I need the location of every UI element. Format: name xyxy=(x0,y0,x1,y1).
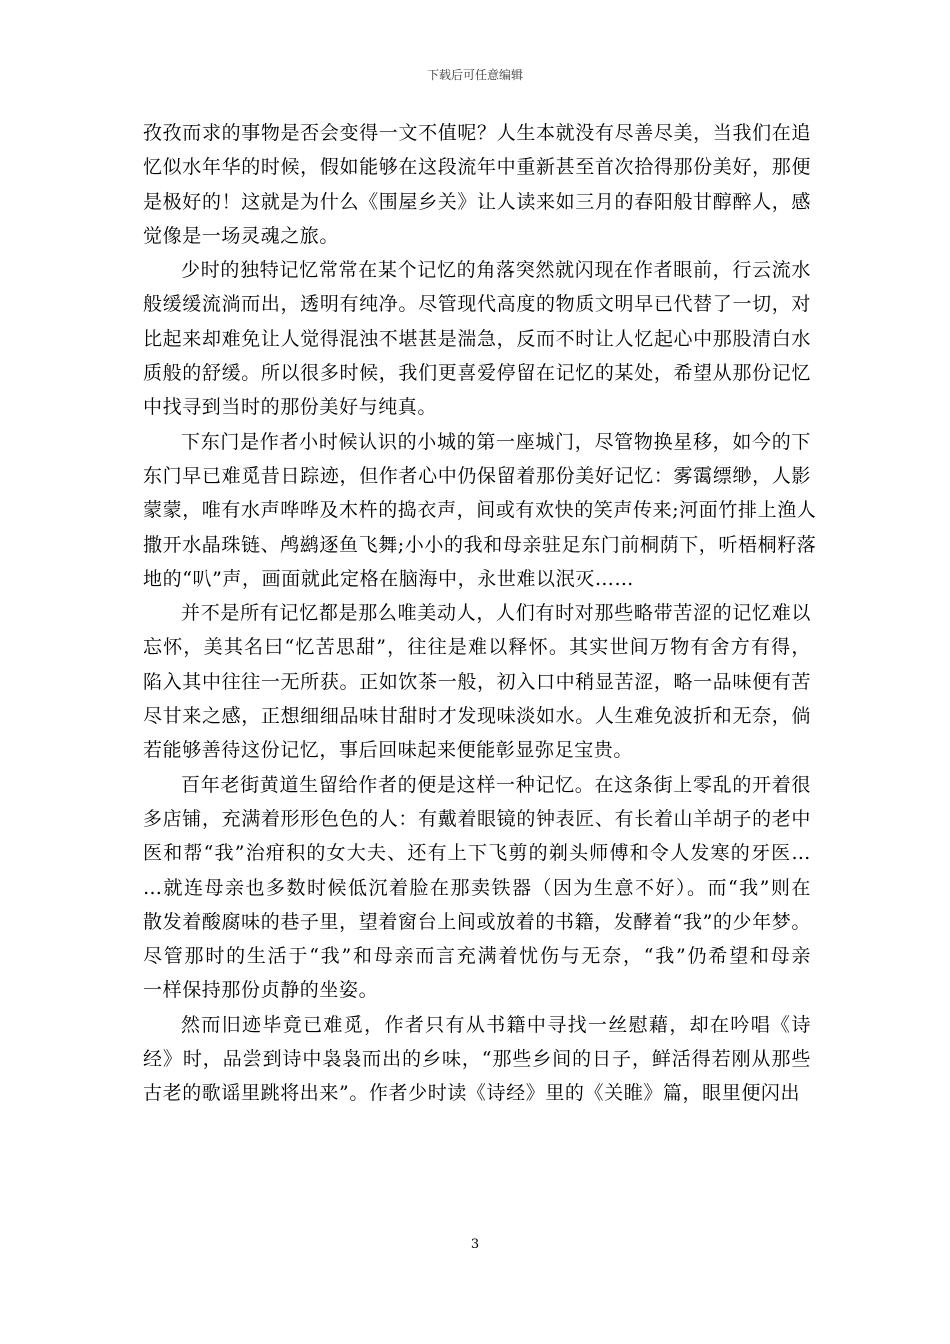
text-line: 尽甘来之感，正想细细品味甘甜时才发现味淡如水。人生难免波折和无奈，倘 xyxy=(143,705,811,728)
text-line: 觉像是一场灵魂之旅。 xyxy=(143,224,340,247)
page-number: 3 xyxy=(470,1237,480,1252)
text-line: 质般的舒缓。所以很多时候，我们更喜爱停留在记忆的某处，希望从那份记忆 xyxy=(143,362,811,385)
paragraph xyxy=(143,116,811,253)
paragraph xyxy=(143,425,817,596)
text-line: …就连母亲也多数时候低沉着脸在那卖铁器（因为生意不好）。而“我”则在 xyxy=(143,876,811,899)
text-line: 撒开水晶珠链、鸬鹚逐鱼飞舞;小小的我和母亲驻足东门前桐荫下，听梧桐籽落 xyxy=(143,533,817,556)
text-line: 比起来却难免让人觉得混浊不堪甚是湍急，反而不时让人忆起心中那股清白水 xyxy=(143,327,811,350)
paragraph xyxy=(143,596,811,767)
paragraph xyxy=(143,253,811,424)
header-note: 下载后可任意编辑 xyxy=(426,68,523,82)
text-line: 然而旧迹毕竟已难觅，作者只有从书籍中寻找一丝慰藉，却在吟唱《诗 xyxy=(181,1013,811,1036)
paragraph xyxy=(143,1008,811,1111)
text-line: 经》时，品尝到诗中袅袅而出的乡味，“那些乡间的日子，鲜活得若刚从那些 xyxy=(143,1048,811,1071)
text-line: 多店铺，充满着形形色色的人：有戴着眼镜的钟表匠、有长着山羊胡子的老中 xyxy=(143,807,811,830)
text-line: 古老的歌谣里跳将出来”。作者少时读《诗经》里的《关睢》篇，眼里便闪出 xyxy=(143,1082,801,1105)
text-line: 孜孜而求的事物是否会变得一文不值呢？人生本就没有尽善尽美，当我们在追 xyxy=(143,122,811,144)
body-text xyxy=(143,116,817,1111)
text-line: 尽管那时的生活于“我”和母亲而言充满着忧伤与无奈，“我”仍希望和母亲 xyxy=(143,945,811,968)
text-line: 若能够善待这份记忆，事后回味起来便能彰显弥足宝贵。 xyxy=(143,739,634,762)
text-line: 下东门是作者小时候认识的小城的第一座城门，尽管物换星移，如今的下 xyxy=(181,430,811,453)
text-line: 陷入其中往往一无所获。正如饮茶一般，初入口中稍显苦涩，略一品味便有苦 xyxy=(143,670,811,693)
text-line: 中找寻到当时的那份美好与纯真。 xyxy=(143,396,438,419)
text-line: 是极好的！这就是为什么《围屋乡关》让人读来如三月的春阳般甘醇醉人，感 xyxy=(143,190,811,213)
paragraph xyxy=(143,768,811,1008)
text-line: 并不是所有记忆都是那么唯美动人，人们有时对那些略带苦涩的记忆难以 xyxy=(181,602,811,625)
text-line: 医和帮“我”治疳积的女大夫、还有上下飞剪的剃头师傅和令人发寒的牙医… xyxy=(143,842,811,865)
text-line: 忘怀，美其名曰“忆苦思甜”，往往是难以释怀。其实世间万物有舍方有得， xyxy=(143,636,811,659)
text-line: 一样保持那份贞静的坐姿。 xyxy=(143,979,379,1002)
text-line: 东门早已难觅昔日踪迹，但作者心中仍保留着那份美好记忆：雾霭缥缈，人影 xyxy=(143,464,811,487)
text-line: 散发着酸腐味的巷子里，望着窗台上间或放着的书籍，发酵着“我”的少年梦。 xyxy=(143,910,811,933)
text-line: 般缓缓流淌而出，透明有纯净。尽管现代高度的物质文明早已代替了一切，对 xyxy=(143,293,811,316)
text-line: 忆似水年华的时候，假如能够在这段流年中重新甚至首次拾得那份美好，那便 xyxy=(143,156,811,179)
text-line: 地的“叭”声，画面就此定格在脑海中，永世难以泯灭…… xyxy=(143,567,635,590)
text-line: 少时的独特记忆常常在某个记忆的角落突然就闪现在作者眼前，行云流水 xyxy=(181,259,811,282)
text-line: 蒙蒙，唯有水声哗哗及木杵的捣衣声，间或有欢快的笑声传来;河面竹排上渔人 xyxy=(143,499,817,522)
text-line: 百年老街黄道生留给作者的便是这样一种记忆。在这条街上零乱的开着很 xyxy=(181,773,811,796)
